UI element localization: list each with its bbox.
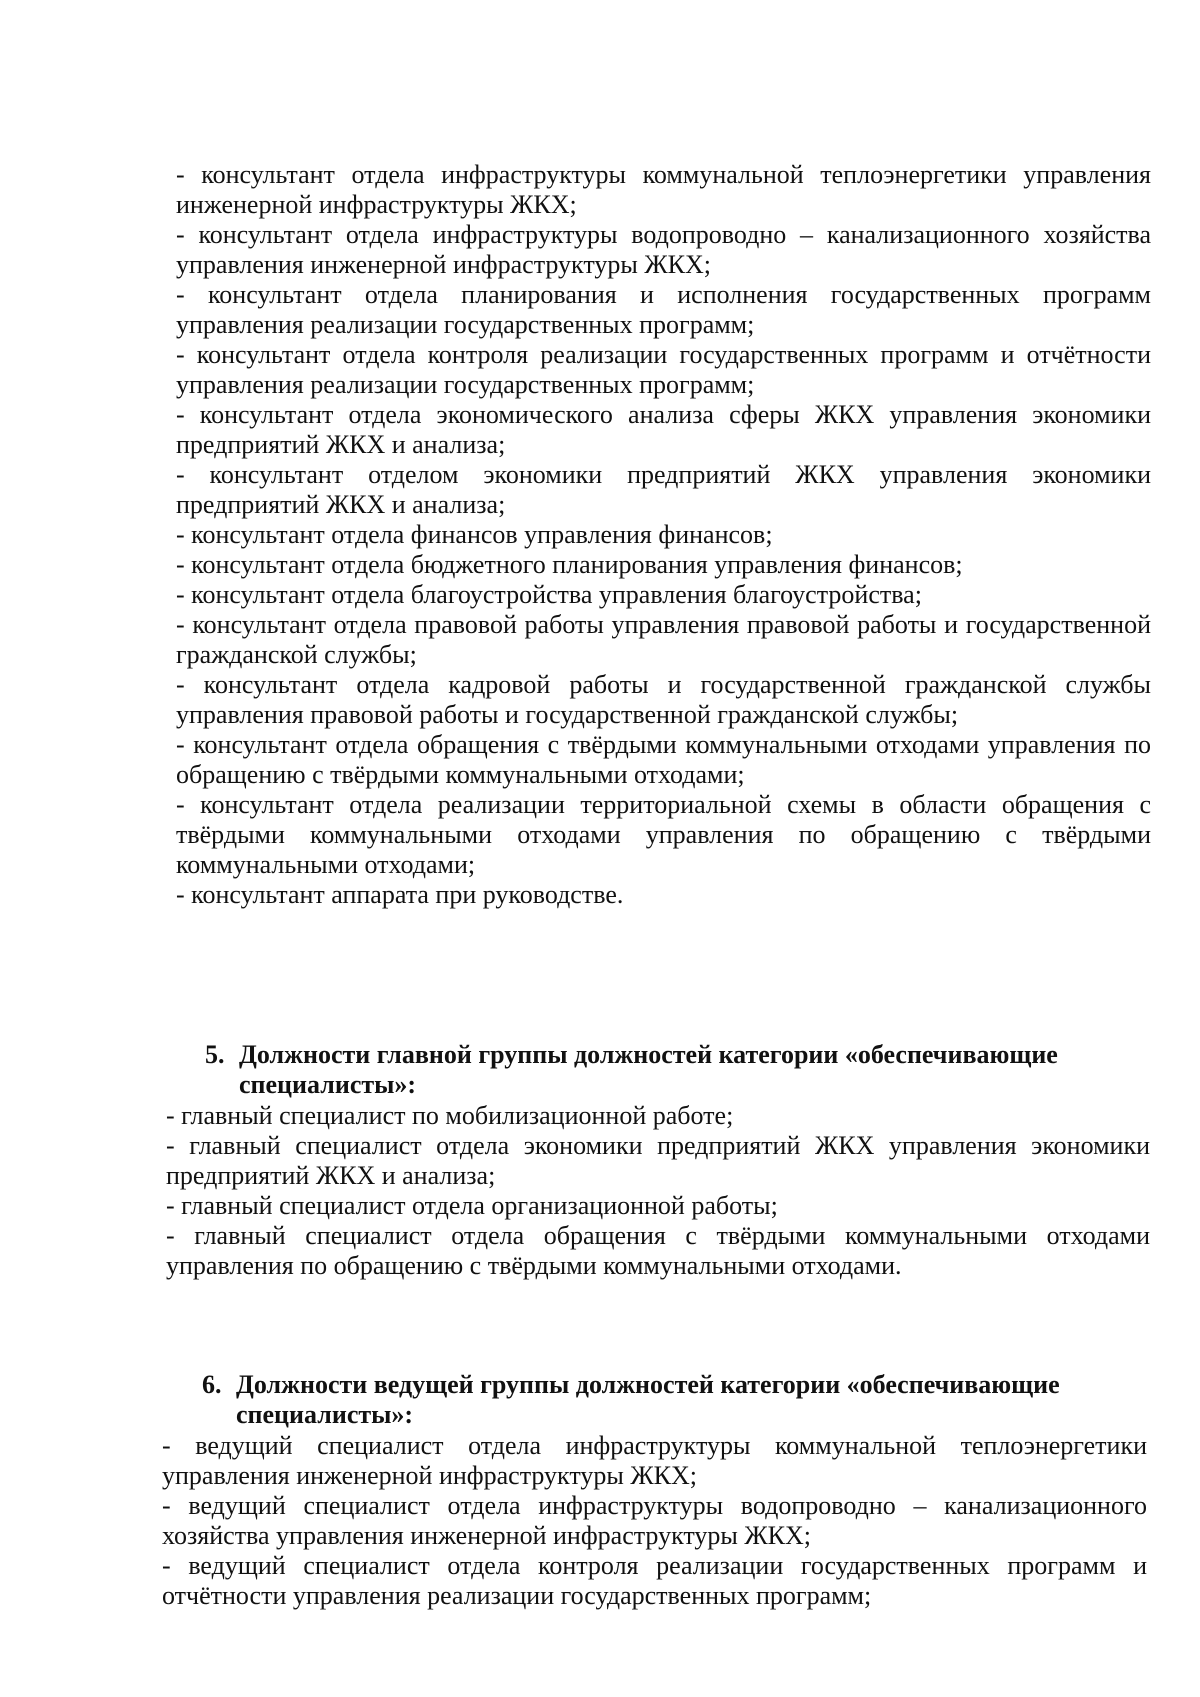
lead-specialist-list — [162, 1431, 1147, 1611]
section-title-line1: Должности ведущей группы должностей категории «обеспечивающие — [236, 1370, 1060, 1399]
list-item: - главный специалист отдела экономики предприятий ЖКХ управления экономики предприятий ЖКХ и анализа; — [166, 1131, 1150, 1190]
list-item: - консультант отделом экономики предприятий ЖКХ управления экономики предприятий ЖКХ и анализа; — [176, 460, 1151, 519]
section-5-heading — [205, 1040, 1150, 1100]
section-number: 6. — [202, 1370, 222, 1399]
section-6-heading — [202, 1370, 1147, 1430]
list-item: - консультант отдела инфраструктуры коммунальной теплоэнергетики управления инженерной инфраструктуры ЖКХ; — [176, 160, 1151, 219]
list-item: - консультант отдела планирования и исполнения государственных программ управления реализации государственных программ; — [176, 280, 1151, 339]
section-title-line2: специалисты»: — [236, 1400, 414, 1429]
list-item: - консультант отдела контроля реализации государственных программ и отчётности управления реализации государственных программ; — [176, 340, 1151, 399]
list-item: - консультант отдела правовой работы управления правовой работы и государственной гражданской службы; — [176, 610, 1151, 669]
list-item: - ведущий специалист отдела контроля реализации государственных программ и отчётности управления реализации государственных программ; — [162, 1551, 1147, 1610]
chief-specialist-list — [166, 1101, 1150, 1281]
section-title-line2: специалисты»: — [239, 1070, 417, 1099]
list-item: - консультант отдела инфраструктуры водопроводно – канализационного хозяйства управления инженерной инфраструктуры ЖКХ; — [176, 220, 1151, 279]
list-item: - консультант аппарата при руководстве. — [176, 880, 624, 909]
section-title-line1: Должности главной группы должностей категории «обеспечивающие — [239, 1040, 1058, 1069]
list-item: - консультант отдела кадровой работы и государственной гражданской службы управления правовой работы и государственной гражданской службы; — [176, 670, 1151, 729]
list-item: - главный специалист отдела организационной работы; — [166, 1191, 778, 1220]
list-item: - консультант отдела обращения с твёрдыми коммунальными отходами управления по обращению с твёрдыми коммунальными отходами; — [176, 730, 1151, 789]
list-item: - консультант отдела благоустройства управления благоустройства; — [176, 580, 922, 609]
section-number: 5. — [205, 1040, 225, 1069]
list-item: - консультант отдела экономического анализа сферы ЖКХ управления экономики предприятий ЖКХ и анализа; — [176, 400, 1151, 459]
list-item: - ведущий специалист отдела инфраструктуры коммунальной теплоэнергетики управления инженерной инфраструктуры ЖКХ; — [162, 1431, 1147, 1490]
list-item: - консультант отдела бюджетного планирования управления финансов; — [176, 550, 963, 579]
list-item: - консультант отдела финансов управления финансов; — [176, 520, 773, 549]
consultant-list — [176, 160, 1151, 910]
list-item: - главный специалист отдела обращения с твёрдыми коммунальными отходами управления по обращению с твёрдыми коммунальными отходами. — [166, 1221, 1150, 1280]
list-item: - ведущий специалист отдела инфраструктуры водопроводно – канализационного хозяйства управления инженерной инфраструктуры ЖКХ; — [162, 1491, 1147, 1550]
list-item: - консультант отдела реализации территориальной схемы в области обращения с твёрдыми коммунальными отходами управления по обращению с твёрдыми коммунальными отходами; — [176, 790, 1151, 879]
list-item: - главный специалист по мобилизационной работе; — [166, 1101, 734, 1130]
